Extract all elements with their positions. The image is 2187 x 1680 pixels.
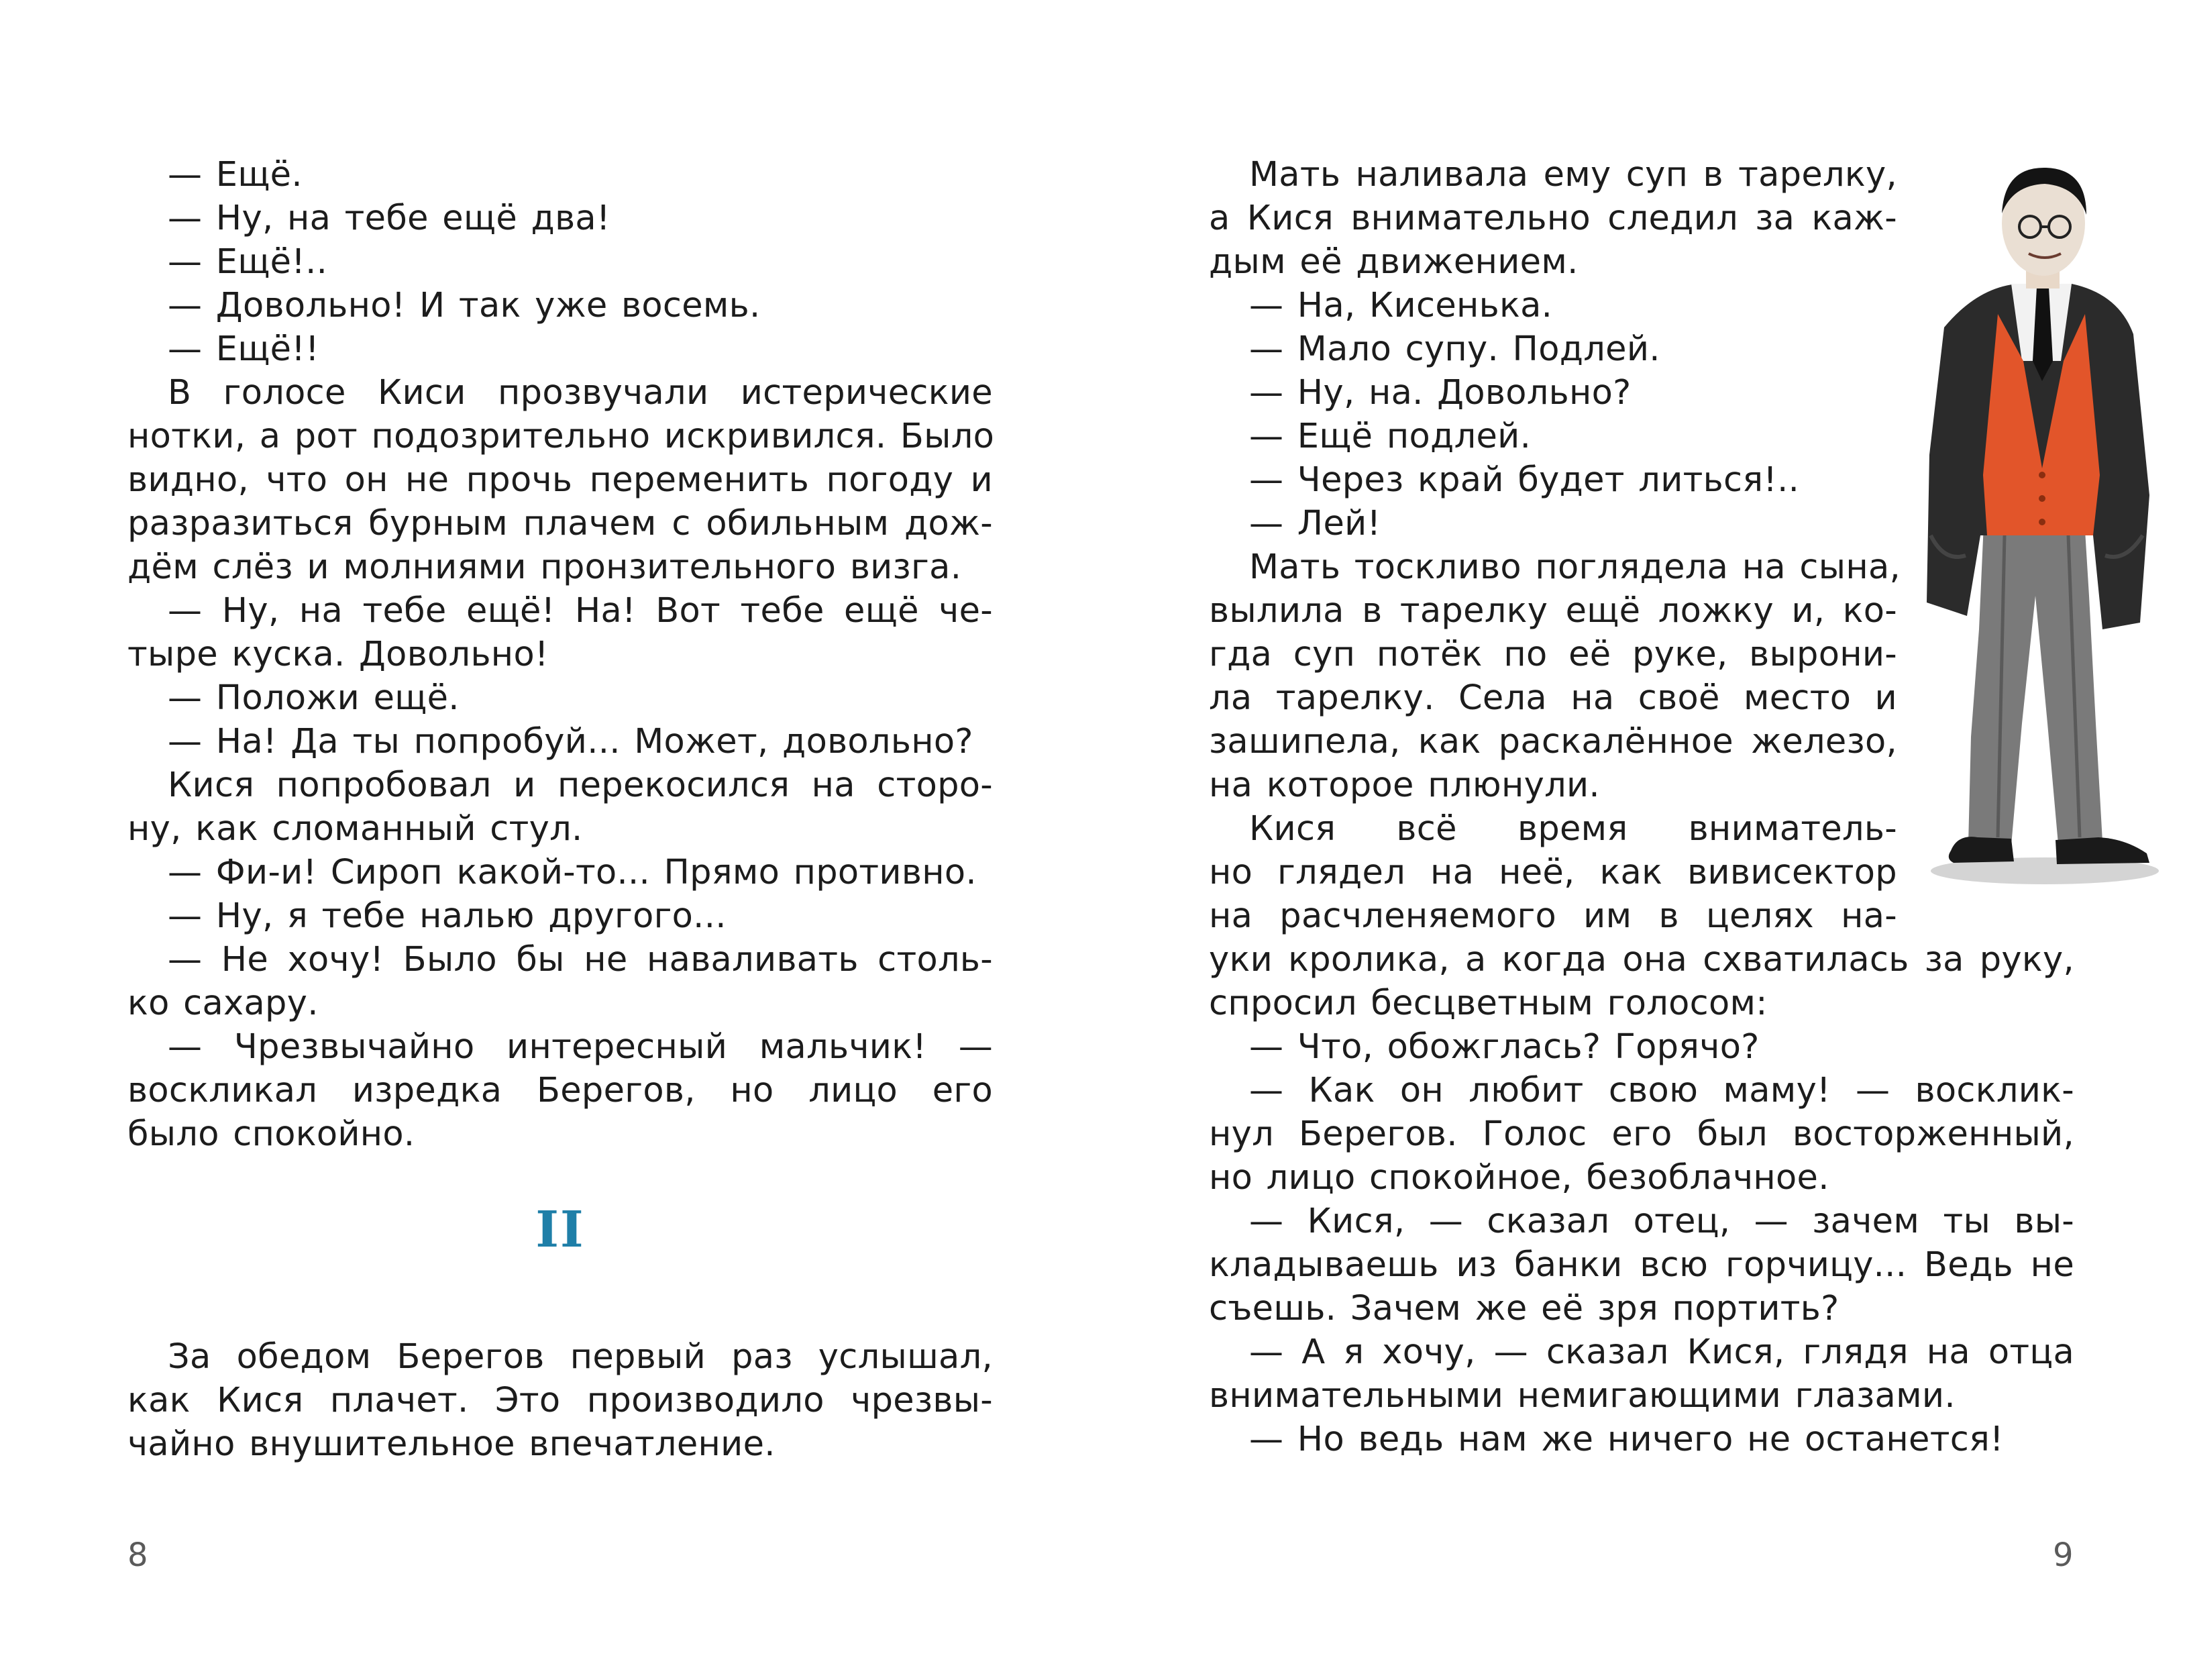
text-line: спросил бесцветным голосом: (1209, 984, 1768, 1023)
text-line: а Кися внимательно следил за каж- (1209, 199, 1897, 238)
text-line: — Положи ещё. (168, 678, 460, 718)
text-line: нотки, а рот подозрительно искривился. Было (127, 417, 995, 456)
text-line: ну, как сломанный стул. (127, 809, 583, 849)
text-line: — Как он любит свою маму! — восклик- (1249, 1071, 2074, 1110)
text-line: — Ну, на тебе ещё! На! Вот тебе ещё че- (168, 591, 993, 631)
text-line: — Фи-и! Сироп какой-то... Прямо противно. (168, 853, 977, 892)
text-line: — Ну, на. Довольно? (1249, 373, 1632, 413)
page-number: 9 (2053, 1536, 2074, 1574)
page-number: 8 (127, 1536, 148, 1574)
trousers-shape (1968, 509, 2102, 845)
text-line: на расчленяемого им в целях на- (1209, 896, 1897, 936)
text-line: За обедом Берегов первый раз услышал, (168, 1337, 993, 1377)
text-line: кладываешь из банки всю горчицу... Ведь не (1209, 1245, 2074, 1285)
right-shoe-shape (2056, 837, 2149, 864)
left-text-column (127, 153, 993, 1156)
text-line: съешь. Зачем же её зря портить? (1209, 1289, 1839, 1328)
text-line: — На! Да ты попробуй... Может, довольно? (168, 722, 973, 762)
vest-button (2039, 519, 2045, 525)
text-line: — Довольно! И так уже восемь. (168, 286, 761, 325)
text-line: В голосе Киси прозвучали истерические (168, 373, 993, 413)
text-line: — Но ведь нам же ничего не останется! (1249, 1420, 2004, 1459)
text-line: на которое плюнули. (1209, 766, 1600, 805)
vest-button (2039, 472, 2045, 478)
text-line: — Ещё!.. (168, 242, 328, 282)
text-line: — Чрезвычайно интересный мальчик! — (168, 1027, 993, 1067)
chapter-heading: II (535, 1201, 585, 1259)
text-line: зашипела, как раскалённое железо, (1209, 722, 1897, 762)
left-text-column-after-heading (127, 1335, 993, 1466)
text-line: но лицо спокойное, безоблачное. (1209, 1158, 1829, 1198)
text-line: Мать тоскливо поглядела на сына, (1249, 547, 1901, 587)
right-page (1094, 0, 2187, 1680)
text-line: вылила в тарелку ещё ложку и, ко- (1209, 591, 1897, 631)
text-line: — На, Кисенька. (1249, 286, 1553, 325)
text-line: было спокойно. (127, 1114, 415, 1154)
text-line: гда суп потёк по её руке, вырони- (1209, 635, 1897, 674)
text-line: — Через край будет литься!.. (1249, 460, 1800, 500)
text-line: Кися всё время вниматель- (1249, 809, 1897, 849)
text-line: — А я хочу, — сказал Кися, глядя на отца (1249, 1332, 2074, 1372)
text-line: — Что, обожглась? Горячо? (1249, 1027, 1760, 1067)
text-line: дём слёз и молниями пронзительного визга. (127, 547, 962, 587)
text-line: уки кролика, а когда она схватилась за руку, (1209, 940, 2074, 980)
text-line: тыре куска. Довольно! (127, 635, 549, 674)
text-line: Кися попробовал и перекосился на сторо- (168, 766, 993, 805)
text-line: — Не хочу! Было бы не наваливать столь- (168, 940, 993, 980)
text-line: ко сахару. (127, 984, 319, 1023)
text-line: воскликал изредка Берегов, но лицо его (127, 1071, 993, 1110)
text-line: — Кися, — сказал отец, — зачем ты вы- (1249, 1202, 2074, 1241)
text-line: разразиться бурным плачем с обильным дож- (127, 504, 993, 543)
text-line: но глядел на неё, как вивисектор (1209, 853, 1897, 892)
man-in-orange-vest-illustration (1904, 160, 2159, 906)
text-line: — Ещё. (168, 155, 303, 195)
text-line: внимательными немигающими глазами. (1209, 1376, 1956, 1416)
vest-button (2039, 495, 2045, 502)
text-line: как Кися плачет. Это производило чрезвы- (127, 1381, 993, 1420)
text-line: видно, что он не прочь переменить погоду и (127, 460, 993, 500)
text-line: — Лей! (1249, 504, 1381, 543)
text-line: дым её движением. (1209, 242, 1579, 282)
text-line: — Мало супу. Подлей. (1249, 329, 1660, 369)
text-line: чайно внушительное впечатление. (127, 1424, 776, 1464)
left-shoe-shape (1949, 837, 2014, 863)
text-line: — Ну, на тебе ещё два! (168, 199, 610, 238)
text-line: нул Берегов. Голос его был восторженный, (1209, 1114, 2074, 1154)
text-line: ла тарелку. Села на своё место и (1209, 678, 1897, 718)
text-line: — Ещё!! (168, 329, 319, 369)
text-line: — Ну, я тебе налью другого... (168, 896, 727, 936)
text-line: Мать наливала ему суп в тарелку, (1249, 155, 1897, 195)
text-line: — Ещё подлей. (1249, 417, 1532, 456)
